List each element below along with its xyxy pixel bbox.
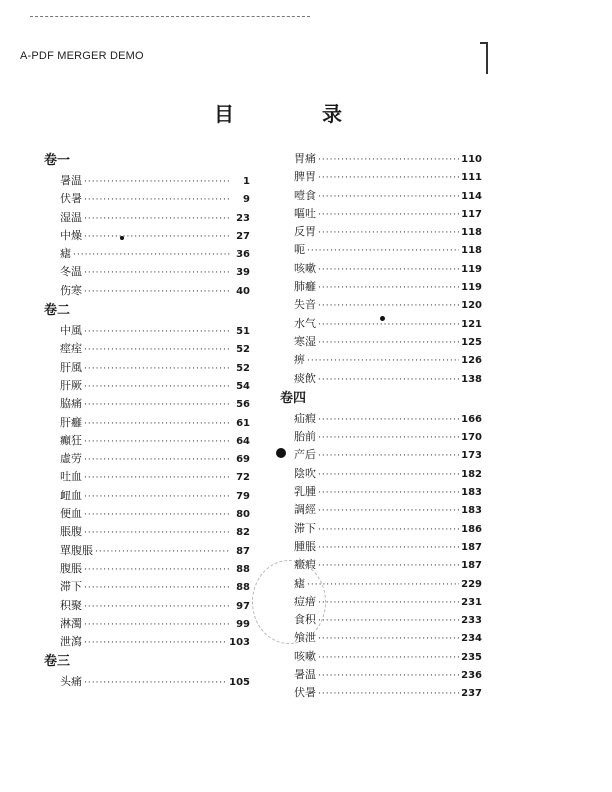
toc-entry-label: 积聚	[60, 598, 82, 612]
toc-entry	[280, 483, 482, 501]
toc-entry	[280, 648, 482, 666]
toc-entry-page: 119	[461, 263, 482, 275]
toc-entry-page: 72	[236, 472, 250, 484]
toc-entry-label: 中燥	[60, 228, 82, 242]
toc-entry-label: 飧泄	[294, 631, 316, 645]
toc-entry-page: 1	[243, 176, 250, 187]
corner-bracket-mark	[480, 42, 488, 74]
toc-entry-label: 吐血	[60, 470, 82, 484]
dot-leader	[318, 539, 459, 557]
toc-entry-label: 肺癰	[294, 280, 316, 294]
toc-entry-page: 118	[461, 227, 482, 239]
toc-entry-page: 82	[236, 527, 250, 539]
toc-entry-label: 脇痛	[60, 397, 82, 411]
toc-entry-label: 瘧	[294, 576, 305, 590]
dot-leader	[318, 261, 459, 279]
toc-entry-page: 187	[461, 541, 482, 553]
toc-entry-label: 肝癰	[60, 415, 82, 429]
dot-leader	[84, 264, 230, 282]
toc-entry-page: 56	[236, 399, 250, 411]
toc-entry-page: 9	[243, 194, 250, 206]
toc-entry	[44, 578, 250, 596]
toc-entry-page: 97	[236, 600, 250, 612]
volume-heading: 卷二	[44, 303, 71, 319]
page-title	[214, 98, 344, 127]
toc-entry	[44, 282, 250, 300]
toc-entry-label: 滞下	[294, 521, 316, 535]
ink-smudge	[380, 316, 385, 321]
dot-leader	[84, 488, 230, 506]
toc-entry-page: 186	[461, 523, 482, 535]
title-char-2: 录	[322, 102, 344, 126]
toc-entry-label: 咳嗽	[294, 649, 316, 663]
volume-heading: 卷一	[44, 153, 71, 168]
toc-entry-label: 調經	[294, 503, 316, 517]
toc-entry	[280, 223, 482, 241]
toc-entry-label: 湿温	[60, 210, 82, 224]
toc-entry	[44, 227, 250, 245]
toc-entry-label: 陰吹	[294, 466, 316, 480]
toc-entry-label: 乳腫	[294, 485, 316, 499]
dot-leader	[318, 206, 459, 224]
toc-entry-label: 衄血	[60, 488, 82, 502]
toc-entry-page: 117	[461, 208, 482, 220]
toc-entry-page: 39	[236, 267, 250, 279]
dot-leader	[318, 169, 459, 187]
toc-entry-label: 脹腹	[60, 525, 82, 539]
toc-entry-page: 111	[461, 172, 482, 184]
dot-leader	[318, 466, 459, 484]
toc-entry-label: 伏暑	[294, 686, 316, 700]
dot-leader	[84, 506, 230, 524]
toc-entry-label: 痘瘄	[294, 594, 316, 608]
dot-leader	[84, 415, 230, 433]
dot-leader	[307, 242, 459, 260]
faded-stamp-mark	[252, 560, 326, 644]
toc-entry-label: 癥瘕	[294, 558, 316, 572]
volume-heading: 卷三	[44, 654, 71, 670]
dot-leader	[84, 360, 230, 378]
toc-entry-label: 肝風	[60, 360, 82, 374]
toc-entry-label: 暑温	[60, 174, 82, 187]
toc-entry-page: 173	[461, 450, 482, 462]
toc-entry-page: 120	[461, 300, 482, 312]
toc-entry	[280, 278, 482, 296]
toc-entry	[44, 359, 250, 377]
toc-entry	[280, 351, 482, 369]
toc-entry-page: 233	[461, 615, 482, 627]
toc-entry	[44, 340, 250, 358]
toc-entry-label: 咳嗽	[294, 261, 316, 275]
toc-entry-page: 23	[236, 212, 250, 224]
toc-entry-label: 噎食	[294, 188, 316, 202]
toc-entry-page: 88	[236, 582, 250, 594]
toc-entry	[44, 190, 250, 208]
toc-entry-page: 138	[461, 373, 482, 385]
toc-entry-page: 234	[461, 633, 482, 645]
toc-entry	[44, 597, 250, 615]
toc-entry	[280, 501, 482, 519]
toc-entry	[280, 410, 482, 428]
toc-entry-label: 疝瘕	[294, 411, 316, 425]
toc-entry	[44, 560, 250, 578]
toc-entry	[280, 150, 482, 168]
toc-entry-page: 99	[236, 618, 250, 630]
dot-leader	[84, 634, 227, 652]
toc-entry-page: 229	[461, 578, 482, 590]
toc-entry	[44, 542, 250, 560]
toc-entry-label: 腫脹	[294, 539, 316, 553]
toc-entry-page: 119	[461, 282, 482, 294]
top-dashed-rule	[30, 16, 310, 17]
toc-entry-label: 头痛	[60, 675, 82, 689]
toc-entry-label: 肝厥	[60, 378, 82, 392]
toc-entry	[280, 260, 482, 278]
toc-entry	[280, 296, 482, 314]
toc-entry	[44, 468, 250, 486]
dot-leader	[318, 411, 459, 429]
toc-entry	[44, 487, 250, 505]
dot-leader	[318, 297, 459, 315]
toc-entry-page: 182	[461, 468, 482, 480]
toc-entry	[44, 673, 250, 691]
toc-entry	[280, 446, 482, 464]
toc-entry	[44, 209, 250, 227]
toc-entry-page: 27	[236, 230, 250, 242]
toc-entry-label: 嘔吐	[294, 206, 316, 220]
toc-entry	[44, 633, 250, 651]
dot-leader	[84, 451, 230, 469]
toc-entry-page: 52	[236, 344, 250, 356]
dot-leader	[318, 630, 459, 648]
ink-smudge	[276, 448, 286, 458]
toc-entry	[280, 187, 482, 205]
toc-entry-page: 36	[236, 249, 250, 261]
toc-entry	[280, 465, 482, 483]
dot-leader	[307, 352, 459, 370]
toc-entry	[44, 172, 250, 190]
toc-entry-page: 61	[236, 417, 250, 429]
toc-entry	[44, 377, 250, 395]
dot-leader	[318, 502, 459, 520]
toc-entry	[44, 322, 250, 340]
toc-entry-page: 69	[236, 454, 250, 466]
dot-leader	[318, 521, 459, 539]
toc-entry-label: 腹脹	[60, 561, 82, 575]
toc-entry-label: 胎前	[294, 430, 316, 444]
toc-entry-page: 237	[461, 688, 482, 700]
title-char-1: 目	[214, 102, 236, 126]
toc-entry	[280, 333, 482, 351]
toc-entry	[44, 505, 250, 523]
toc-entry	[44, 263, 250, 281]
toc-entry-label: 中風	[60, 324, 82, 338]
toc-entry-label: 失音	[294, 298, 316, 312]
toc-entry-label: 暑温	[294, 668, 316, 682]
toc-entry	[44, 523, 250, 541]
toc-entry-label: 水气	[294, 316, 316, 330]
toc-entry	[44, 414, 250, 432]
toc-entry-label: 便血	[60, 507, 82, 521]
toc-entry-page: 236	[461, 670, 482, 682]
toc-entry-page: 125	[461, 336, 482, 348]
toc-entry-label: 淋濁	[60, 616, 82, 630]
toc-entry-page: 187	[461, 560, 482, 572]
toc-entry-page: 183	[461, 505, 482, 517]
dot-leader	[84, 323, 230, 341]
toc-entry-page: 103	[229, 637, 250, 649]
dot-leader	[84, 579, 230, 597]
toc-entry-label: 呃	[294, 243, 305, 257]
toc-left-column	[44, 150, 250, 692]
toc-entry-page: 170	[461, 432, 482, 444]
dot-leader	[318, 224, 459, 242]
toc-entry-page: 51	[236, 326, 250, 338]
toc-entry-label: 伏暑	[60, 192, 82, 206]
toc-entry-page: 87	[236, 545, 250, 557]
dot-leader	[318, 685, 459, 703]
toc-entry	[280, 168, 482, 186]
toc-entry	[44, 450, 250, 468]
dot-leader	[84, 210, 230, 228]
toc-entry-label: 痙痓	[60, 342, 82, 356]
dot-leader	[84, 616, 230, 634]
dot-leader	[84, 283, 230, 301]
dot-leader	[84, 378, 230, 396]
toc-entry-label: 單腹脹	[60, 543, 93, 557]
dot-leader	[84, 674, 227, 692]
toc-entry-label: 伤寒	[60, 283, 82, 297]
toc-entry-label: 冬温	[60, 265, 82, 279]
dot-leader	[84, 469, 230, 487]
toc-entry	[280, 241, 482, 259]
toc-entry-page: 54	[236, 380, 250, 392]
toc-entry	[280, 538, 482, 556]
toc-entry-label: 产后	[294, 448, 316, 462]
dot-leader	[73, 246, 230, 264]
dot-leader	[84, 341, 230, 359]
toc-entry-label: 痹	[294, 353, 305, 367]
toc-entry-label: 瘧	[60, 247, 71, 261]
toc-entry-label: 反胃	[294, 225, 316, 239]
toc-entry	[44, 432, 250, 450]
dot-leader	[84, 598, 230, 616]
toc-entry	[44, 395, 250, 413]
toc-entry-label: 痰飲	[294, 371, 316, 385]
dot-leader	[318, 279, 459, 297]
toc-entry-label: 寒湿	[294, 334, 316, 348]
dot-leader	[318, 371, 459, 389]
toc-entry-page: 88	[236, 563, 250, 575]
toc-entry-page: 166	[461, 413, 482, 425]
dot-leader	[84, 191, 230, 209]
dot-leader	[318, 334, 459, 352]
toc-entry-label: 癲狂	[60, 433, 82, 447]
dot-leader	[318, 594, 459, 612]
toc-entry-label: 滞下	[60, 580, 82, 594]
toc-entry	[280, 205, 482, 223]
dot-leader	[84, 524, 230, 542]
ink-smudge	[120, 236, 124, 240]
dot-leader	[95, 543, 230, 561]
volume-heading: 卷四	[280, 390, 307, 406]
dot-leader	[318, 151, 459, 169]
toc-entry	[280, 428, 482, 446]
dot-leader	[307, 576, 459, 594]
toc-entry	[44, 615, 250, 633]
dot-leader	[318, 649, 459, 667]
dot-leader	[318, 188, 459, 206]
toc-entry-page: 40	[236, 285, 250, 297]
toc-entry-label: 泄瀉	[60, 635, 82, 649]
toc-entry-page: 183	[461, 487, 482, 499]
toc-entry-page: 105	[229, 677, 250, 689]
toc-entry-page: 64	[236, 435, 250, 447]
toc-entry-label: 食积	[294, 613, 316, 627]
toc-entry-label: 虛劳	[60, 452, 82, 466]
toc-entry-page: 80	[236, 509, 250, 521]
toc-entry-page: 52	[236, 362, 250, 374]
dot-leader	[318, 667, 459, 685]
dot-leader	[84, 228, 230, 246]
toc-entry-page: 235	[461, 651, 482, 663]
toc-entry-page: 126	[461, 355, 482, 367]
dot-leader	[318, 429, 459, 447]
toc-entry	[280, 520, 482, 538]
dot-leader	[318, 316, 459, 334]
dot-leader	[318, 447, 459, 465]
dot-leader	[318, 484, 459, 502]
toc-entry-label: 脾胃	[294, 170, 316, 184]
dot-leader	[84, 433, 230, 451]
toc-entry-label: 胃痛	[294, 152, 316, 165]
toc-entry-page: 79	[236, 490, 250, 502]
toc-entry	[280, 666, 482, 684]
toc-entry-page: 118	[461, 245, 482, 257]
toc-entry-page: 114	[461, 190, 482, 202]
dot-leader	[318, 557, 459, 575]
toc-entry	[44, 245, 250, 263]
toc-entry-page: 110	[461, 154, 482, 165]
dot-leader	[318, 612, 459, 630]
toc-entry	[280, 684, 482, 702]
watermark-text: A-PDF MERGER DEMO	[20, 50, 144, 62]
dot-leader	[84, 396, 230, 414]
dot-leader	[84, 561, 230, 579]
dot-leader	[84, 173, 230, 191]
toc-entry-page: 231	[461, 596, 482, 608]
toc-entry-page: 121	[461, 318, 482, 330]
toc-entry	[280, 370, 482, 388]
